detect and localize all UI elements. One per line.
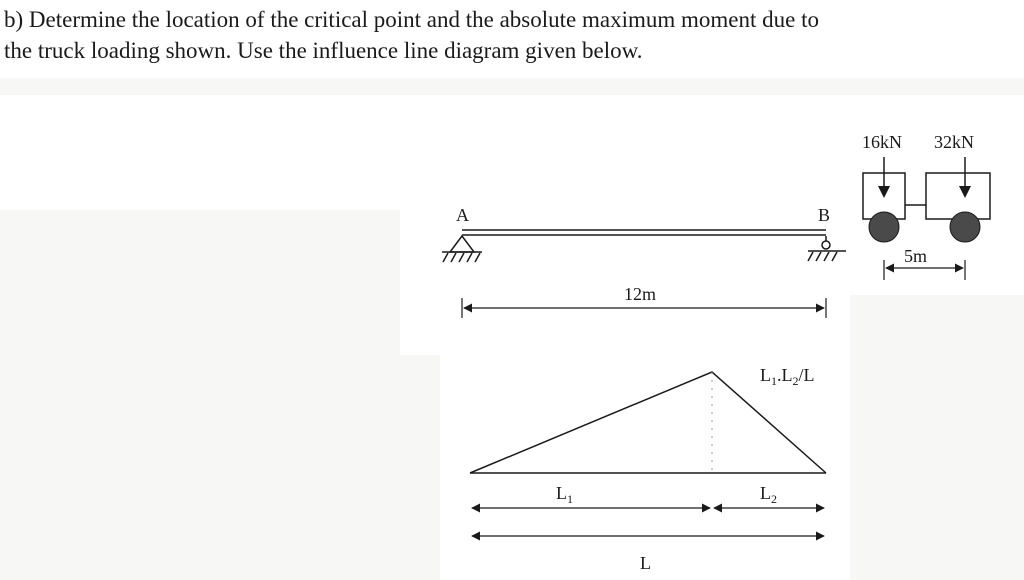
span-label: 12m (624, 284, 657, 304)
question-line-2: the truck loading shown. Use the influence line diagram given below. (4, 38, 643, 63)
pin-support-a-icon (442, 236, 482, 262)
support-a-label: A (456, 205, 469, 225)
segment-dimensions (472, 508, 824, 536)
segment-l1-label: $L_1$ (556, 483, 573, 506)
peak-ordinate-label: $L_1.L_2/L$ (760, 365, 815, 388)
roller-support-b-icon (808, 236, 846, 261)
beam (462, 230, 826, 235)
question-line-1: b) Determine the location of the critical point and the absolute maximum moment due to (4, 7, 819, 32)
truck-load-32-label: 32kN (934, 132, 974, 152)
load-arrow-32kn-icon (959, 157, 971, 198)
support-b-label: B (818, 205, 831, 225)
truck-wheel-front-icon (869, 212, 899, 242)
segment-l2-label: $L_2$ (760, 483, 777, 506)
wheel-spacing-label: 5m (904, 246, 928, 266)
truck-load-16-label: 16kN (862, 132, 902, 152)
truck-wheel-rear-icon (950, 212, 980, 242)
load-arrow-16kn-icon (878, 157, 890, 198)
total-length-label: L (640, 553, 651, 573)
